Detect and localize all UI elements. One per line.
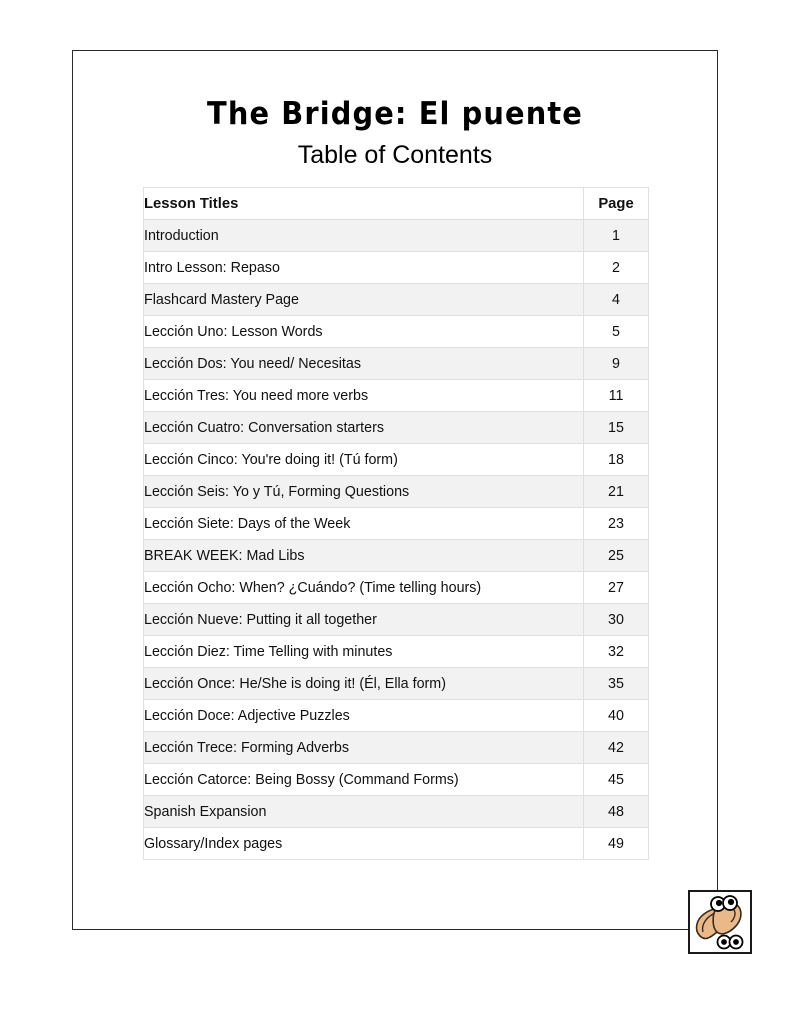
- lesson-title-cell: Glossary/Index pages: [144, 828, 584, 860]
- table-of-contents: [143, 187, 648, 860]
- table-row: [144, 796, 649, 828]
- lesson-title-cell: Lección Siete: Days of the Week: [144, 508, 584, 540]
- flip-flops-with-eyes-logo: [688, 890, 752, 954]
- table-row: [144, 668, 649, 700]
- table-row: [144, 348, 649, 380]
- table-row: [144, 604, 649, 636]
- page-number-cell: 49: [584, 828, 649, 860]
- table-row: [144, 284, 649, 316]
- table-row: [144, 540, 649, 572]
- googly-eyes-upper-icon: [711, 896, 737, 911]
- toc-table: [143, 187, 649, 860]
- page-number-cell: 5: [584, 316, 649, 348]
- page-number-cell: 35: [584, 668, 649, 700]
- lesson-title-cell: Lección Trece: Forming Adverbs: [144, 732, 584, 764]
- table-row: [144, 700, 649, 732]
- lesson-title-cell: Lección Cinco: You're doing it! (Tú form): [144, 444, 584, 476]
- page-number-cell: 23: [584, 508, 649, 540]
- table-row: [144, 380, 649, 412]
- table-row: [144, 316, 649, 348]
- lesson-title-cell: Introduction: [144, 220, 584, 252]
- lesson-title-cell: Lección Tres: You need more verbs: [144, 380, 584, 412]
- page-number-cell: 1: [584, 220, 649, 252]
- table-row: [144, 476, 649, 508]
- toc-body: [144, 220, 649, 860]
- page-number-cell: 18: [584, 444, 649, 476]
- googly-eyes-lower-icon: [718, 936, 743, 949]
- table-header-row: [144, 188, 649, 220]
- page-number-cell: 4: [584, 284, 649, 316]
- lesson-title-cell: Lección Once: He/She is doing it! (Él, Ella form): [144, 668, 584, 700]
- lesson-title-cell: Lección Cuatro: Conversation starters: [144, 412, 584, 444]
- lesson-title-cell: Flashcard Mastery Page: [144, 284, 584, 316]
- page-subtitle: Table of Contents: [297, 141, 493, 169]
- table-row: [144, 732, 649, 764]
- page-number-cell: 21: [584, 476, 649, 508]
- page-title: The Bridge: El puente: [207, 96, 583, 132]
- page-number-cell: 32: [584, 636, 649, 668]
- lesson-title-cell: Lección Ocho: When? ¿Cuándo? (Time telling hours): [144, 572, 584, 604]
- page-number-cell: 9: [584, 348, 649, 380]
- table-row: [144, 572, 649, 604]
- lesson-title-cell: Lección Dos: You need/ Necesitas: [144, 348, 584, 380]
- document-page: [72, 50, 718, 930]
- lesson-title-cell: Lección Diez: Time Telling with minutes: [144, 636, 584, 668]
- table-row: [144, 412, 649, 444]
- page-number-cell: 42: [584, 732, 649, 764]
- lesson-title-cell: Lección Catorce: Being Bossy (Command Forms): [144, 764, 584, 796]
- page-number-cell: 25: [584, 540, 649, 572]
- column-header-page: Page: [584, 188, 649, 220]
- lesson-title-cell: Lección Doce: Adjective Puzzles: [144, 700, 584, 732]
- lesson-title-cell: Spanish Expansion: [144, 796, 584, 828]
- page-number-cell: 2: [584, 252, 649, 284]
- lesson-title-cell: Lección Nueve: Putting it all together: [144, 604, 584, 636]
- page-number-cell: 11: [584, 380, 649, 412]
- page-number-cell: 48: [584, 796, 649, 828]
- column-header-lesson-titles: Lesson Titles: [144, 188, 584, 220]
- lesson-title-cell: Lección Seis: Yo y Tú, Forming Questions: [144, 476, 584, 508]
- table-row: [144, 828, 649, 860]
- table-row: [144, 252, 649, 284]
- table-row: [144, 764, 649, 796]
- page-number-cell: 30: [584, 604, 649, 636]
- page-number-cell: 15: [584, 412, 649, 444]
- lesson-title-cell: Intro Lesson: Repaso: [144, 252, 584, 284]
- table-row: [144, 444, 649, 476]
- page-number-cell: 27: [584, 572, 649, 604]
- table-row: [144, 220, 649, 252]
- page-number-cell: 40: [584, 700, 649, 732]
- lesson-title-cell: Lección Uno: Lesson Words: [144, 316, 584, 348]
- page-number-cell: 45: [584, 764, 649, 796]
- table-row: [144, 508, 649, 540]
- table-row: [144, 636, 649, 668]
- lesson-title-cell: BREAK WEEK: Mad Libs: [144, 540, 584, 572]
